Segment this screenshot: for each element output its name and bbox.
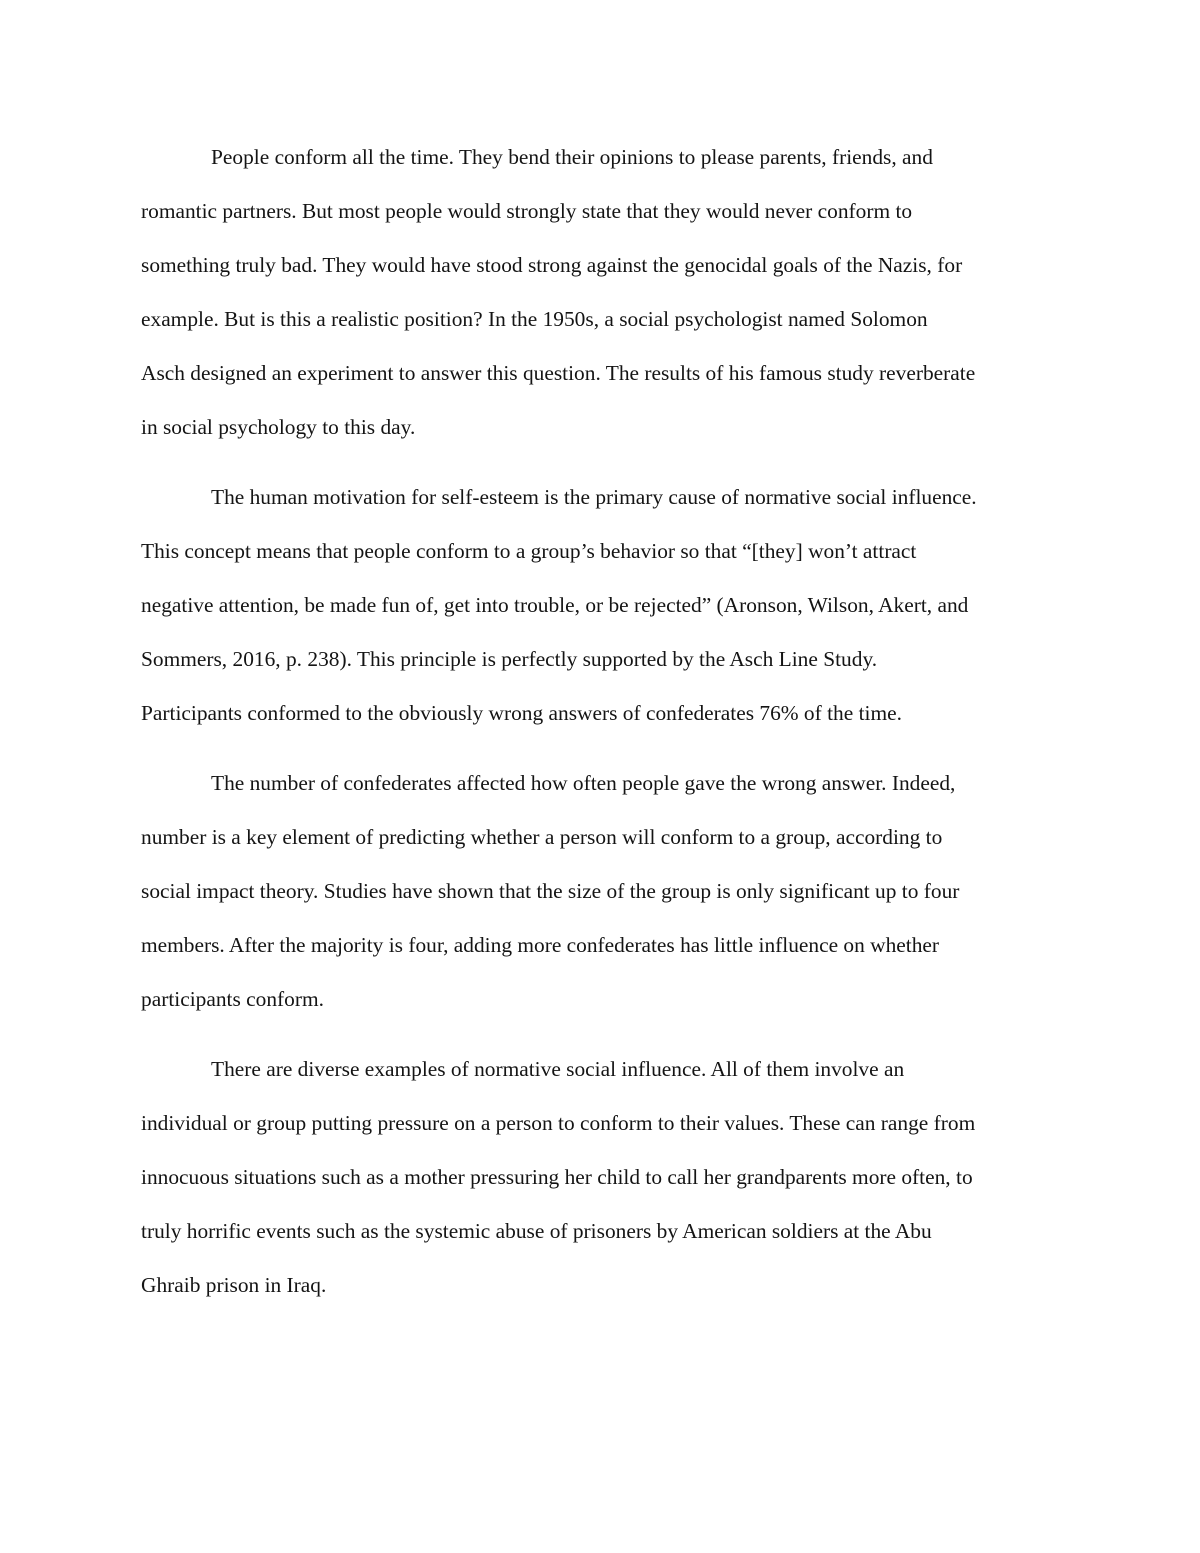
paragraph-2-line-1: The human motivation for self-esteem is the primary cause of normative social influence. (211, 485, 977, 509)
paragraph-1-line-6: in social psychology to this day. (141, 415, 416, 439)
paragraph-2-line-3: negative attention, be made fun of, get into trouble, or be rejected” (Aronson, Wilson, Akert, and (141, 593, 969, 617)
paragraph-3-line-3: social impact theory. Studies have shown that the size of the group is only significant up to four (141, 879, 960, 903)
paragraph-3-line-1: The number of confederates affected how often people gave the wrong answer. Indeed, (211, 771, 956, 795)
paragraph-4-line-3: innocuous situations such as a mother pressuring her child to call her grandparents more often, to (141, 1165, 973, 1189)
paragraph-3-line-4: members. After the majority is four, adding more confederates has little influence on whether (141, 933, 940, 957)
paragraph-4-line-2: individual or group putting pressure on a person to conform to their values. These can range from (141, 1111, 976, 1135)
paragraph-3-line-5: participants conform. (141, 987, 324, 1011)
paragraph-2-line-2: This concept means that people conform to a group’s behavior so that “[they] won’t attract (141, 539, 917, 563)
paragraph-4-line-4: truly horrific events such as the systemic abuse of prisoners by American soldiers at the Abu (141, 1219, 932, 1243)
paragraph-1-line-1: People conform all the time. They bend their opinions to please parents, friends, and (211, 145, 933, 169)
paragraph-1-line-4: example. But is this a realistic position? In the 1950s, a social psychologist named Solomon (141, 307, 928, 331)
paragraph-1-line-5: Asch designed an experiment to answer this question. The results of his famous study reverberate (141, 361, 976, 385)
paragraph-4-line-5: Ghraib prison in Iraq. (141, 1273, 327, 1297)
paragraph-3-line-2: number is a key element of predicting whether a person will conform to a group, according to (141, 825, 943, 849)
paragraph-4-line-1: There are diverse examples of normative social influence. All of them involve an (211, 1057, 905, 1081)
paragraph-2-line-5: Participants conformed to the obviously wrong answers of confederates 76% of the time. (141, 701, 902, 725)
paragraph-1-line-3: something truly bad. They would have stood strong against the genocidal goals of the Nazis, for (141, 253, 963, 277)
paragraph-2-line-4: Sommers, 2016, p. 238). This principle is perfectly supported by the Asch Line Study. (141, 647, 878, 671)
paragraph-1-line-2: romantic partners. But most people would strongly state that they would never conform to (141, 199, 913, 223)
